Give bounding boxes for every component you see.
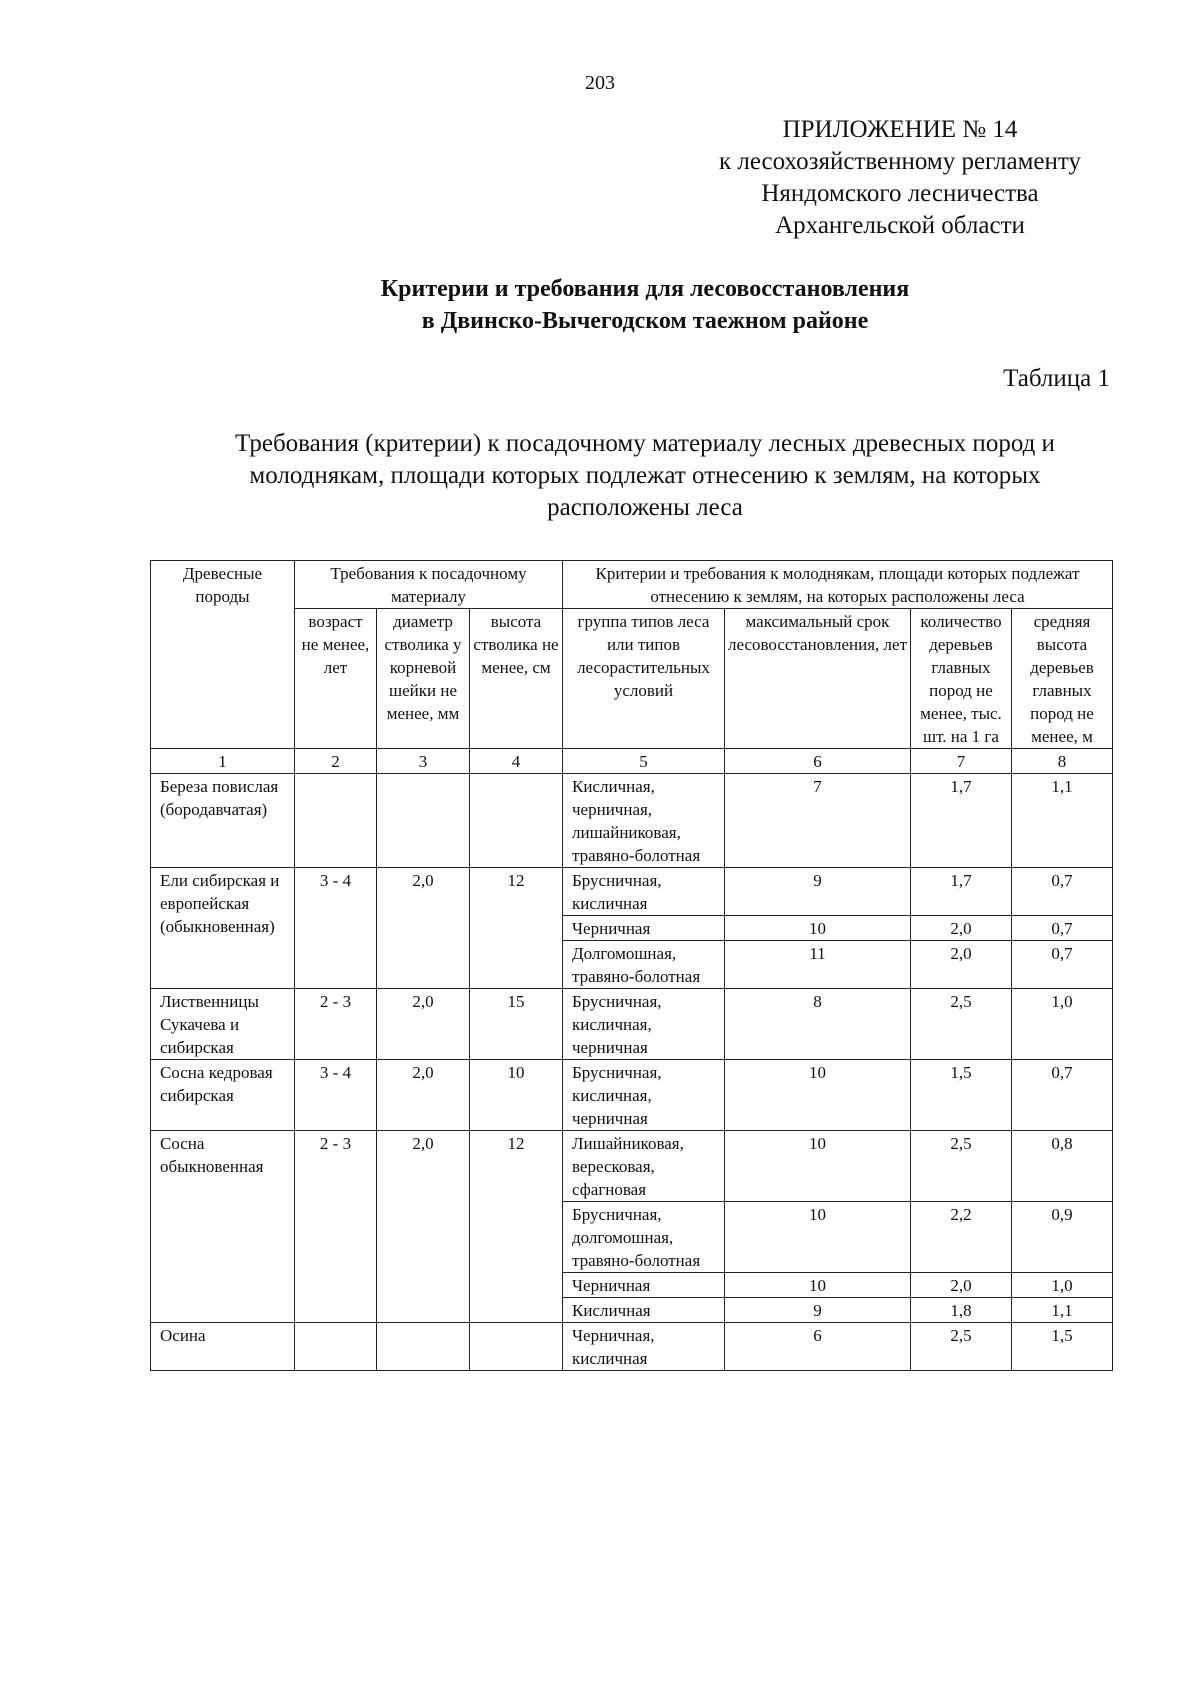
table-row (151, 868, 1113, 916)
cell-tree-count: 2,0 (911, 916, 1012, 941)
appendix-line: к лесохозяйственному регламенту (718, 148, 1082, 175)
cell-forest-type: Черничная, кисличная (563, 1323, 725, 1371)
cell-max-period: 7 (725, 774, 911, 868)
cell-forest-type: Брусничная, кисличная, черничная (563, 1060, 725, 1131)
cell-max-period: 11 (725, 941, 911, 989)
cell-avg-height: 1,0 (1012, 989, 1113, 1060)
cell-age: 2 - 3 (295, 989, 377, 1060)
caption-line: расположены леса (547, 494, 743, 521)
cell-tree-count: 2,2 (911, 1202, 1012, 1273)
caption-line: Требования (критерии) к посадочному материалу лесных древесных пород и (235, 430, 1055, 457)
cell-avg-height: 1,1 (1012, 1298, 1113, 1323)
cell-diameter: 2,0 (377, 868, 470, 989)
cell-avg-height: 1,5 (1012, 1323, 1113, 1371)
cell-tree-count: 2,5 (911, 989, 1012, 1060)
cell-height (470, 1323, 563, 1371)
cell-forest-type: Черничная (563, 916, 725, 941)
table-row (151, 1323, 1113, 1371)
cell-max-period: 9 (725, 868, 911, 916)
document-title (150, 273, 1140, 337)
cell-avg-height: 0,8 (1012, 1131, 1113, 1202)
column-number: 4 (470, 749, 563, 774)
cell-age: 2 - 3 (295, 1131, 377, 1323)
cell-max-period: 10 (725, 916, 911, 941)
cell-species: Ели сибирская и европейская (обыкновенная) (151, 868, 295, 989)
column-number: 7 (911, 749, 1012, 774)
cell-forest-type: Брусничная, долгомошная, травяно-болотная (563, 1202, 725, 1273)
column-number: 2 (295, 749, 377, 774)
cell-height (470, 774, 563, 868)
cell-avg-height: 1,1 (1012, 774, 1113, 868)
cell-tree-count: 2,0 (911, 941, 1012, 989)
cell-species: Лиственницы Сукачева и сибирская (151, 989, 295, 1060)
table-caption (165, 428, 1125, 524)
column-number: 3 (377, 749, 470, 774)
cell-tree-count: 2,5 (911, 1323, 1012, 1371)
header-planting-material: Требования к посадочному материалу (295, 561, 563, 609)
cell-tree-count: 1,7 (911, 868, 1012, 916)
cell-avg-height: 0,7 (1012, 916, 1113, 941)
cell-species: Сосна кедровая сибирская (151, 1060, 295, 1131)
cell-max-period: 10 (725, 1273, 911, 1298)
appendix-line: Няндомского лесничества (761, 180, 1039, 207)
cell-diameter: 2,0 (377, 1060, 470, 1131)
cell-tree-count: 2,5 (911, 1131, 1012, 1202)
appendix-line: Архангельской области (775, 212, 1025, 239)
cell-height: 12 (470, 868, 563, 989)
cell-max-period: 6 (725, 1323, 911, 1371)
cell-tree-count: 2,0 (911, 1273, 1012, 1298)
header-species: Древесные породы (151, 561, 295, 749)
cell-diameter: 2,0 (377, 1131, 470, 1323)
cell-age (295, 1323, 377, 1371)
title-line: Критерии и требования для лесовосстановления (380, 276, 910, 302)
cell-height: 15 (470, 989, 563, 1060)
cell-forest-type: Долгомошная, травяно-болотная (563, 941, 725, 989)
cell-avg-height: 0,7 (1012, 1060, 1113, 1131)
cell-forest-type: Черничная (563, 1273, 725, 1298)
cell-tree-count: 1,8 (911, 1298, 1012, 1323)
cell-age: 3 - 4 (295, 1060, 377, 1131)
cell-species: Сосна обыкновенная (151, 1131, 295, 1323)
header-max-period: максимальный срок лесовосстановления, лет (725, 609, 911, 749)
table-row (151, 1131, 1113, 1202)
cell-avg-height: 0,9 (1012, 1202, 1113, 1273)
cell-forest-type: Брусничная, кисличная (563, 868, 725, 916)
table-row (151, 774, 1113, 868)
cell-forest-type: Кисличная, черничная, лишайниковая, травяно-болотная (563, 774, 725, 868)
cell-forest-type: Кисличная (563, 1298, 725, 1323)
cell-species: Береза повислая (бородавчатая) (151, 774, 295, 868)
cell-max-period: 10 (725, 1131, 911, 1202)
cell-tree-count: 1,5 (911, 1060, 1012, 1131)
cell-species: Осина (151, 1323, 295, 1371)
title-line: в Двинско-Вычегодском таежном районе (421, 308, 869, 334)
table-label: Таблица 1 (1003, 365, 1110, 392)
cell-max-period: 9 (725, 1298, 911, 1323)
appendix-block (690, 114, 1110, 242)
table-row (151, 989, 1113, 1060)
header-forest-type: группа типов леса или типов лесорастительных условий (563, 609, 725, 749)
cell-height: 12 (470, 1131, 563, 1323)
cell-height: 10 (470, 1060, 563, 1131)
column-number: 8 (1012, 749, 1113, 774)
header-avg-height: средняя высота деревьев главных пород не менее, м (1012, 609, 1113, 749)
cell-tree-count: 1,7 (911, 774, 1012, 868)
header-height: высота стволика не менее, см (470, 609, 563, 749)
cell-forest-type: Брусничная, кисличная, черничная (563, 989, 725, 1060)
table-row (151, 1060, 1113, 1131)
header-diameter: диаметр стволика у корневой шейки не менее, мм (377, 609, 470, 749)
cell-max-period: 8 (725, 989, 911, 1060)
cell-avg-height: 0,7 (1012, 868, 1113, 916)
cell-diameter (377, 774, 470, 868)
cell-diameter (377, 1323, 470, 1371)
cell-avg-height: 1,0 (1012, 1273, 1113, 1298)
appendix-title: ПРИЛОЖЕНИЕ № 14 (782, 116, 1018, 143)
column-number: 5 (563, 749, 725, 774)
table-body (151, 774, 1113, 1371)
column-number: 6 (725, 749, 911, 774)
cell-age (295, 774, 377, 868)
caption-line: молоднякам, площади которых подлежат отнесению к землям, на которых (249, 462, 1041, 489)
header-age: возраст не менее, лет (295, 609, 377, 749)
cell-max-period: 10 (725, 1060, 911, 1131)
cell-diameter: 2,0 (377, 989, 470, 1060)
cell-forest-type: Лишайниковая, вересковая, сфагновая (563, 1131, 725, 1202)
column-number: 1 (151, 749, 295, 774)
cell-max-period: 10 (725, 1202, 911, 1273)
header-tree-count: количество деревьев главных пород не менее, тыс. шт. на 1 га (911, 609, 1012, 749)
cell-age: 3 - 4 (295, 868, 377, 989)
page-number: 203 (585, 72, 615, 94)
requirements-table (150, 560, 1113, 1371)
header-young-stands: Критерии и требования к молоднякам, площади которых подлежат отнесению к землям, на которых расположены леса (563, 561, 1113, 609)
cell-avg-height: 0,7 (1012, 941, 1113, 989)
